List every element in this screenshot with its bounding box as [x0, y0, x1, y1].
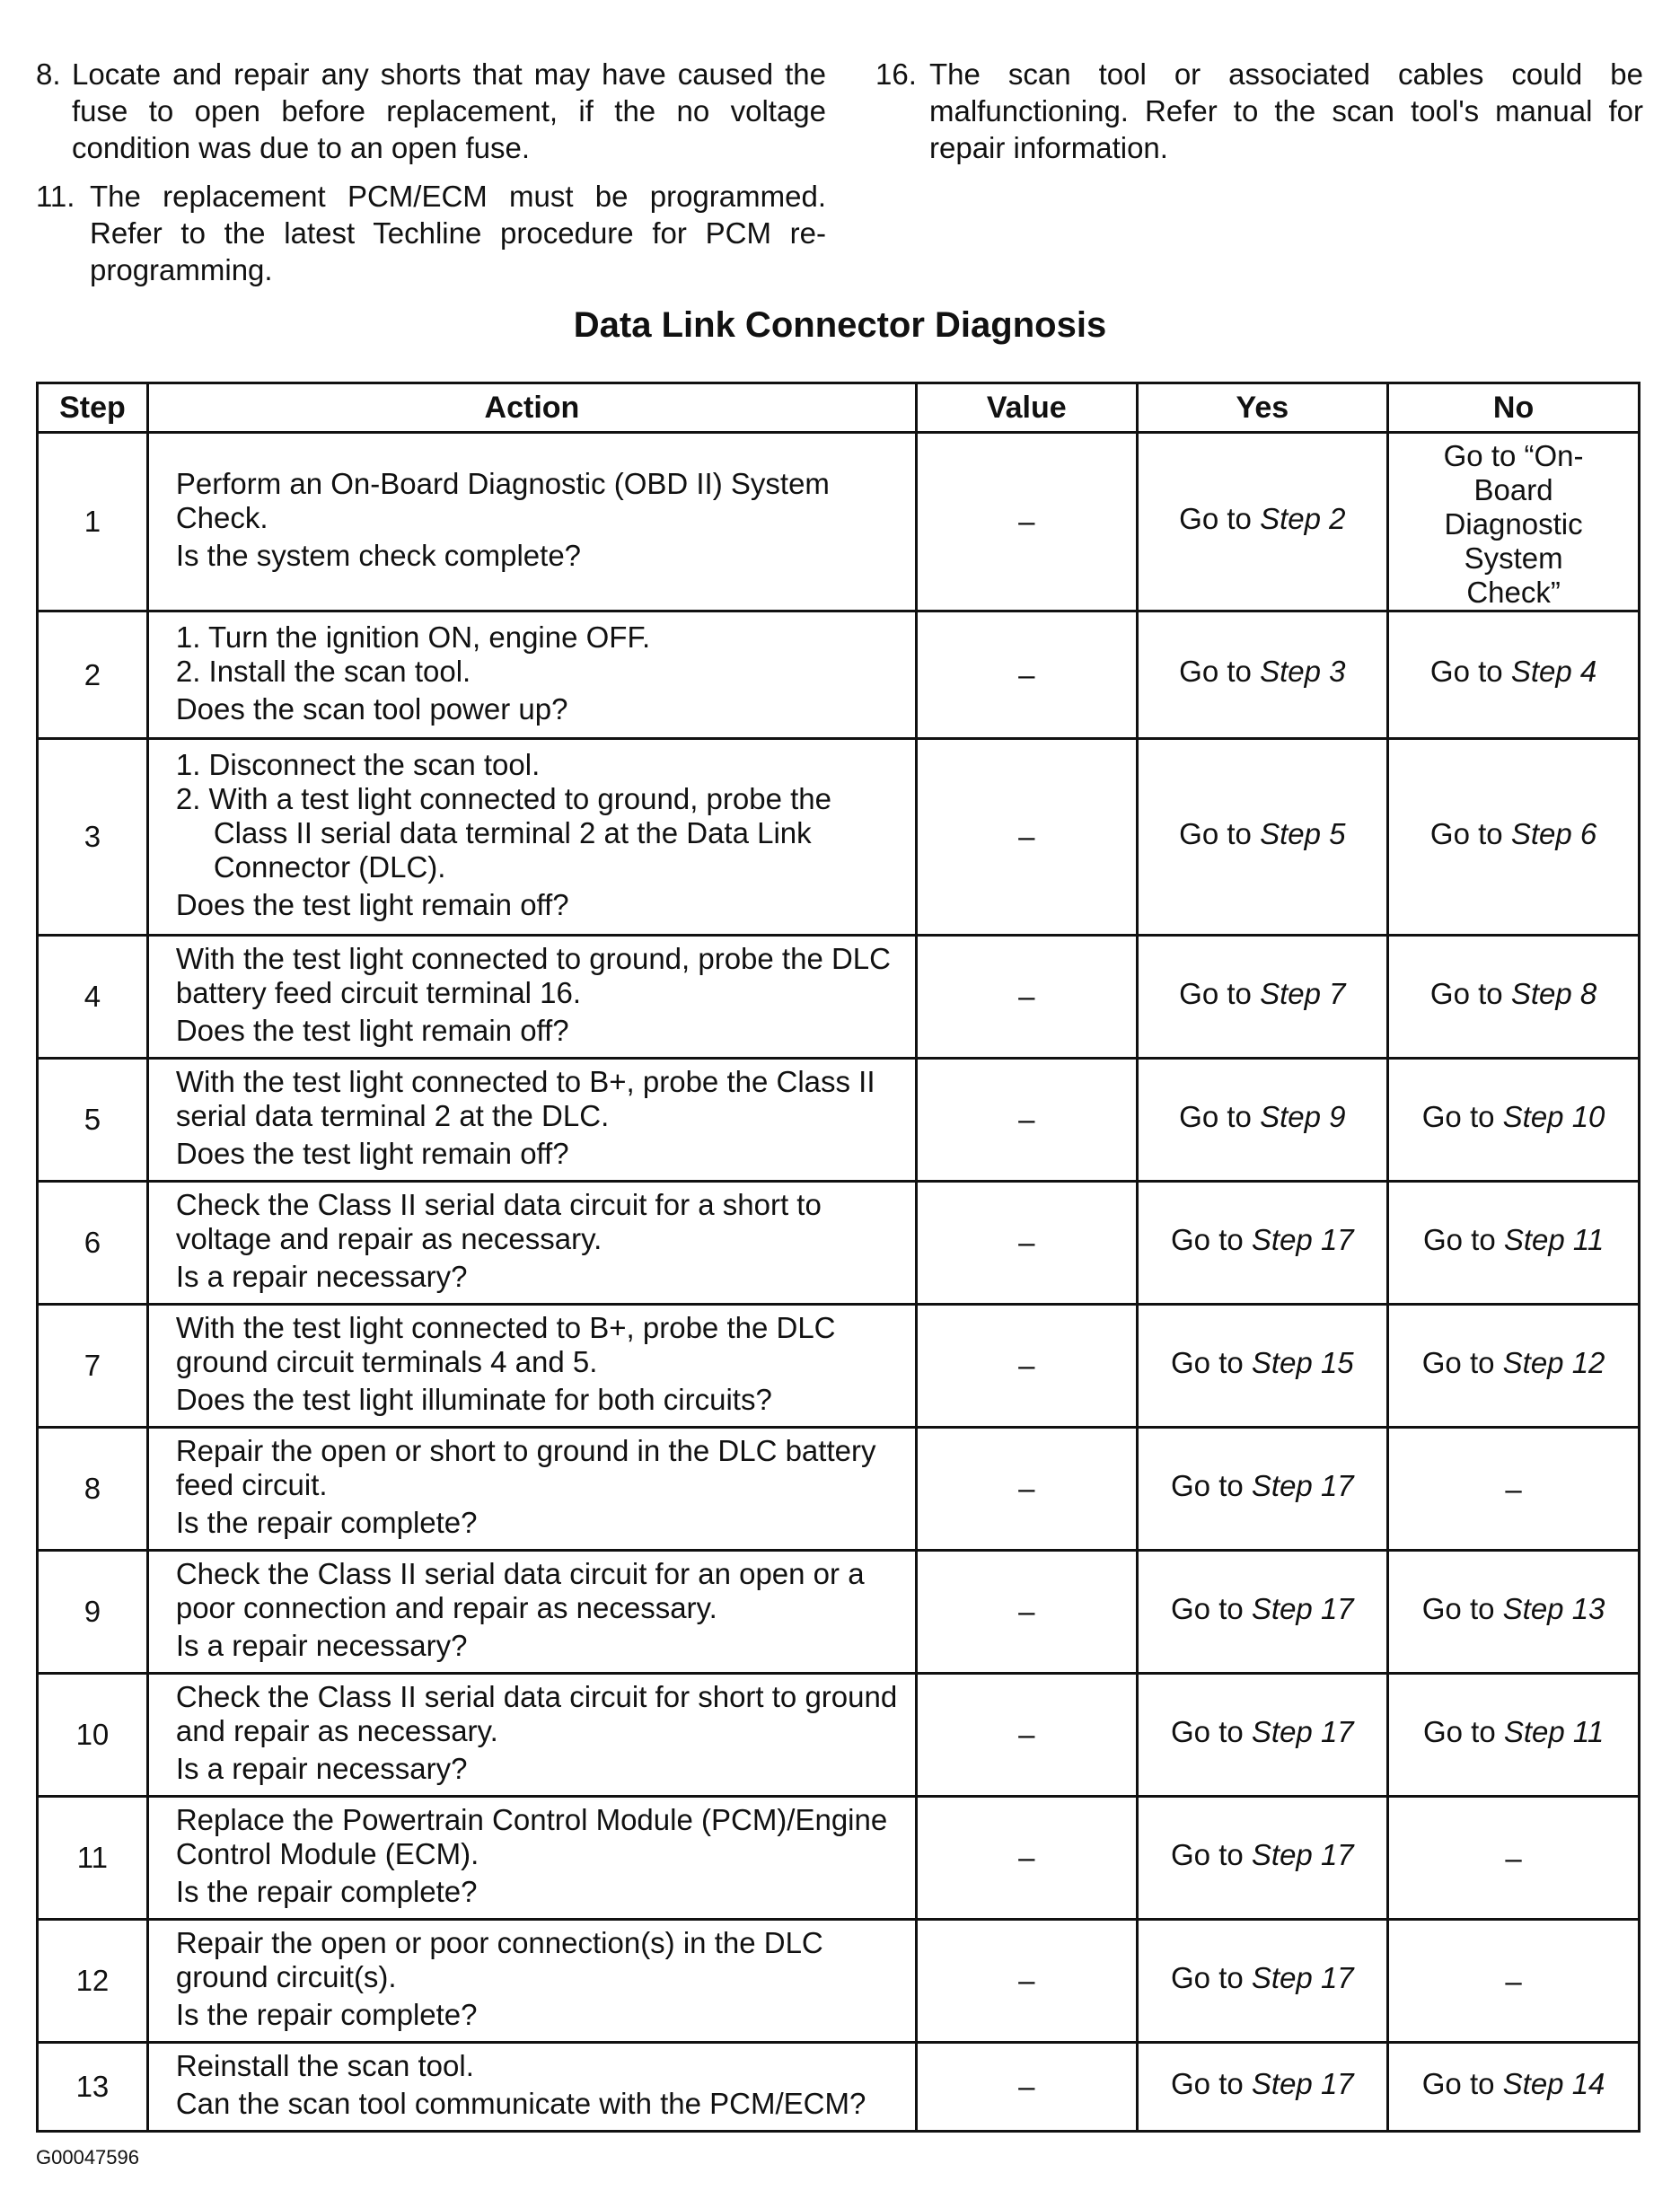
action-line: Is a repair necessary? [175, 1752, 468, 1785]
yes-cell [1137, 739, 1388, 936]
yes-cell [1137, 2043, 1388, 2132]
value-cell: – [917, 739, 1138, 936]
goto-step: Step 2 [1260, 501, 1346, 535]
action-line: Check the Class II serial data circuit for short to ground and repair as necessary. [175, 1680, 898, 1747]
table-row [38, 1182, 1640, 1305]
value-cell: – [917, 1059, 1138, 1182]
table-row [38, 1428, 1640, 1551]
action-cell [147, 611, 916, 739]
step-number: 5 [38, 1059, 148, 1182]
note-text: Locate and repair any shorts that may have caused the fuse to open before replacement, if the no voltage condition was due to an open fuse. [72, 57, 826, 164]
page-title: Data Link Connector Diagnosis [573, 305, 1107, 345]
goto-prefix: Go to [1179, 1099, 1261, 1133]
goto-prefix: Go to [1171, 1468, 1252, 1502]
goto-prefix: Go to [1179, 655, 1261, 688]
no-cell [1388, 1551, 1640, 1674]
note-text: The scan tool or associated cables could be malfunctioning. Refer to the scan tool's manual for repair information. [929, 57, 1643, 164]
goto-step: Step 17 [1251, 2066, 1354, 2100]
goto-step: Step 17 [1251, 1714, 1354, 1748]
no-cell: – [1388, 1920, 1640, 2043]
step-number: 7 [38, 1305, 148, 1428]
action-line: 1. Turn the ignition ON, engine OFF. [175, 620, 651, 654]
action-line: Repair the open or poor connection(s) in the DLC ground circuit(s). [175, 1926, 823, 1993]
step-number: 9 [38, 1551, 148, 1674]
table-row [38, 1920, 1640, 2043]
action-line: With the test light connected to B+, probe the Class II serial data terminal 2 at the DLC. [175, 1065, 875, 1132]
action-cell [147, 1428, 916, 1551]
action-line: Is the repair complete? [175, 1875, 478, 1908]
goto-step: Step 17 [1251, 1222, 1354, 1256]
action-line: 1. Disconnect the scan tool. [175, 748, 541, 781]
goto-step: Step 11 [1503, 1714, 1605, 1748]
step-number: 13 [38, 2043, 148, 2132]
value-cell: – [917, 936, 1138, 1059]
step-number: 4 [38, 936, 148, 1059]
action-line: 2. With a test light connected to ground, probe the Class II serial data terminal 2 at the Data Link Connector (DLC). [175, 782, 831, 884]
action-cell [147, 1182, 916, 1305]
header-row [38, 383, 1640, 433]
action-line: Does the test light remain off? [175, 888, 569, 921]
yes-cell [1137, 1182, 1388, 1305]
goto-step: Step 8 [1510, 976, 1597, 1010]
step-number: 12 [38, 1920, 148, 2043]
action-cell [147, 1551, 916, 1674]
yes-cell [1137, 1674, 1388, 1797]
header-yes: Yes [1137, 383, 1388, 433]
goto-prefix: Go to [1429, 976, 1511, 1010]
action-line: Does the test light remain off? [175, 1137, 569, 1170]
note-text: The replacement PCM/ECM must be programmed. Refer to the latest Techline procedure for PCM re-programming. [90, 180, 826, 286]
action-line: Is the system check complete? [175, 539, 582, 572]
yes-cell [1137, 1059, 1388, 1182]
value-cell: – [917, 1551, 1138, 1674]
note-number: 8. [36, 57, 61, 91]
action-line: Check the Class II serial data circuit for a short to voltage and repair as necessary. [175, 1188, 822, 1255]
goto-step: Step 12 [1502, 1345, 1605, 1379]
yes-cell [1137, 936, 1388, 1059]
goto-prefix: Go to [1421, 1345, 1503, 1379]
step-number: 2 [38, 611, 148, 739]
goto-step: Step 17 [1251, 1591, 1354, 1625]
value-cell: – [917, 1305, 1138, 1428]
action-cell [147, 2043, 916, 2132]
value-cell: – [917, 433, 1138, 611]
table-row [38, 1059, 1640, 1182]
table-row [38, 1674, 1640, 1797]
yes-cell [1137, 611, 1388, 739]
value-cell: – [917, 1920, 1138, 2043]
action-cell [147, 1305, 916, 1428]
no-cell [1388, 2043, 1640, 2132]
goto-prefix: Go to [1171, 1714, 1252, 1748]
step-number: 6 [38, 1182, 148, 1305]
no-cell [1388, 1305, 1640, 1428]
table-row [38, 433, 1640, 611]
action-line: Is a repair necessary? [175, 1260, 468, 1293]
goto-prefix: Go to [1171, 2066, 1252, 2100]
goto-prefix: Go to [1179, 501, 1261, 535]
goto-prefix: Go to [1179, 816, 1261, 850]
table-row [38, 1551, 1640, 1674]
no-cell: – [1388, 1428, 1640, 1551]
value-cell: – [917, 1674, 1138, 1797]
table-row [38, 1797, 1640, 1920]
action-line: With the test light connected to B+, probe the DLC ground circuit terminals 4 and 5. [175, 1311, 836, 1378]
goto-prefix: Go to [1422, 1714, 1504, 1748]
action-cell [147, 739, 916, 936]
yes-cell [1137, 1797, 1388, 1920]
value-cell: – [917, 1797, 1138, 1920]
value-cell: – [917, 1182, 1138, 1305]
action-line: Does the test light illuminate for both circuits? [175, 1383, 772, 1416]
action-cell [147, 1674, 916, 1797]
no-cell [1388, 1182, 1640, 1305]
no-cell [1388, 611, 1640, 739]
table-row [38, 2043, 1640, 2132]
action-line: Perform an On-Board Diagnostic (OBD II) System Check. [175, 467, 830, 534]
action-cell [147, 433, 916, 611]
diagnosis-table [36, 382, 1640, 2133]
step-number: 8 [38, 1428, 148, 1551]
value-cell: – [917, 2043, 1138, 2132]
table-row [38, 1305, 1640, 1428]
yes-cell [1137, 1920, 1388, 2043]
header-value: Value [917, 383, 1138, 433]
goto-prefix: Go to [1171, 1345, 1252, 1379]
no-cell [1388, 1674, 1640, 1797]
step-number: 11 [38, 1797, 148, 1920]
yes-cell [1137, 1551, 1388, 1674]
goto-prefix: Go to [1422, 1222, 1504, 1256]
action-line: 2. Install the scan tool. [175, 654, 471, 688]
goto-step: Step 4 [1510, 655, 1597, 688]
goto-prefix: Go to [1421, 1591, 1503, 1625]
header-no: No [1388, 383, 1640, 433]
goto-step: Step 6 [1510, 816, 1597, 850]
table-row [38, 936, 1640, 1059]
table-row [38, 611, 1640, 739]
goto-prefix: Go to [1171, 1591, 1252, 1625]
action-cell [147, 1059, 916, 1182]
table-body [38, 433, 1640, 2132]
no-cell [1388, 936, 1640, 1059]
figure-code: G00047596 [36, 2146, 139, 2168]
goto-step: Step 17 [1251, 1468, 1354, 1502]
action-line: Can the scan tool communicate with the PCM/ECM? [175, 2087, 866, 2120]
action-line: Reinstall the scan tool. [175, 2049, 474, 2082]
header-step: Step [38, 383, 148, 433]
goto-step: Step 3 [1260, 655, 1346, 688]
goto-step: Step 7 [1260, 976, 1346, 1010]
action-line: Replace the Powertrain Control Module (PCM)/Engine Control Module (ECM). [175, 1803, 888, 1870]
action-line: Is the repair complete? [175, 1998, 478, 2031]
note-number: 11. [36, 180, 75, 213]
yes-cell [1137, 1305, 1388, 1428]
table-row [38, 739, 1640, 936]
goto-step: Step 13 [1502, 1591, 1605, 1625]
action-cell [147, 1920, 916, 2043]
goto-step: Step 14 [1502, 2066, 1605, 2100]
goto-step: Step 17 [1251, 1960, 1354, 1994]
action-cell [147, 1797, 916, 1920]
step-number: 3 [38, 739, 148, 936]
value-cell: – [917, 1428, 1138, 1551]
action-line: Does the test light remain off? [175, 1014, 569, 1047]
goto-step: Step 15 [1251, 1345, 1354, 1379]
action-line: Is a repair necessary? [175, 1629, 468, 1662]
goto-prefix: Go to [1171, 1222, 1252, 1256]
goto-prefix: Go to [1171, 1960, 1252, 1994]
action-line: Is the repair complete? [175, 1506, 478, 1539]
no-cell: Go to “On-Board Diagnostic System Check” [1388, 433, 1640, 611]
step-number: 1 [38, 433, 148, 611]
goto-prefix: Go to [1429, 655, 1511, 688]
note-number: 16. [875, 57, 917, 91]
goto-prefix: Go to [1421, 2066, 1503, 2100]
no-cell [1388, 739, 1640, 936]
no-cell: – [1388, 1797, 1640, 1920]
goto-prefix: Go to [1421, 1099, 1503, 1133]
goto-prefix: Go to [1429, 816, 1511, 850]
goto-prefix: Go to [1171, 1837, 1252, 1871]
no-cell [1388, 1059, 1640, 1182]
goto-step: Step 10 [1502, 1099, 1605, 1133]
action-line: With the test light connected to ground, probe the DLC battery feed circuit terminal 16. [175, 942, 891, 1009]
action-line: Does the scan tool power up? [175, 691, 568, 726]
action-line: Repair the open or short to ground in the DLC battery feed circuit. [175, 1434, 876, 1501]
yes-cell [1137, 433, 1388, 611]
goto-step: Step 17 [1251, 1837, 1354, 1871]
value-cell: – [917, 611, 1138, 739]
goto-step: Step 5 [1260, 816, 1346, 850]
header-action: Action [147, 383, 916, 433]
goto-step: Step 9 [1260, 1099, 1346, 1133]
step-number: 10 [38, 1674, 148, 1797]
yes-cell [1137, 1428, 1388, 1551]
goto-step: Step 11 [1503, 1222, 1605, 1256]
goto-prefix: Go to [1179, 976, 1261, 1010]
action-cell [147, 936, 916, 1059]
action-line: Check the Class II serial data circuit for an open or a poor connection and repair as necessary. [175, 1557, 865, 1624]
